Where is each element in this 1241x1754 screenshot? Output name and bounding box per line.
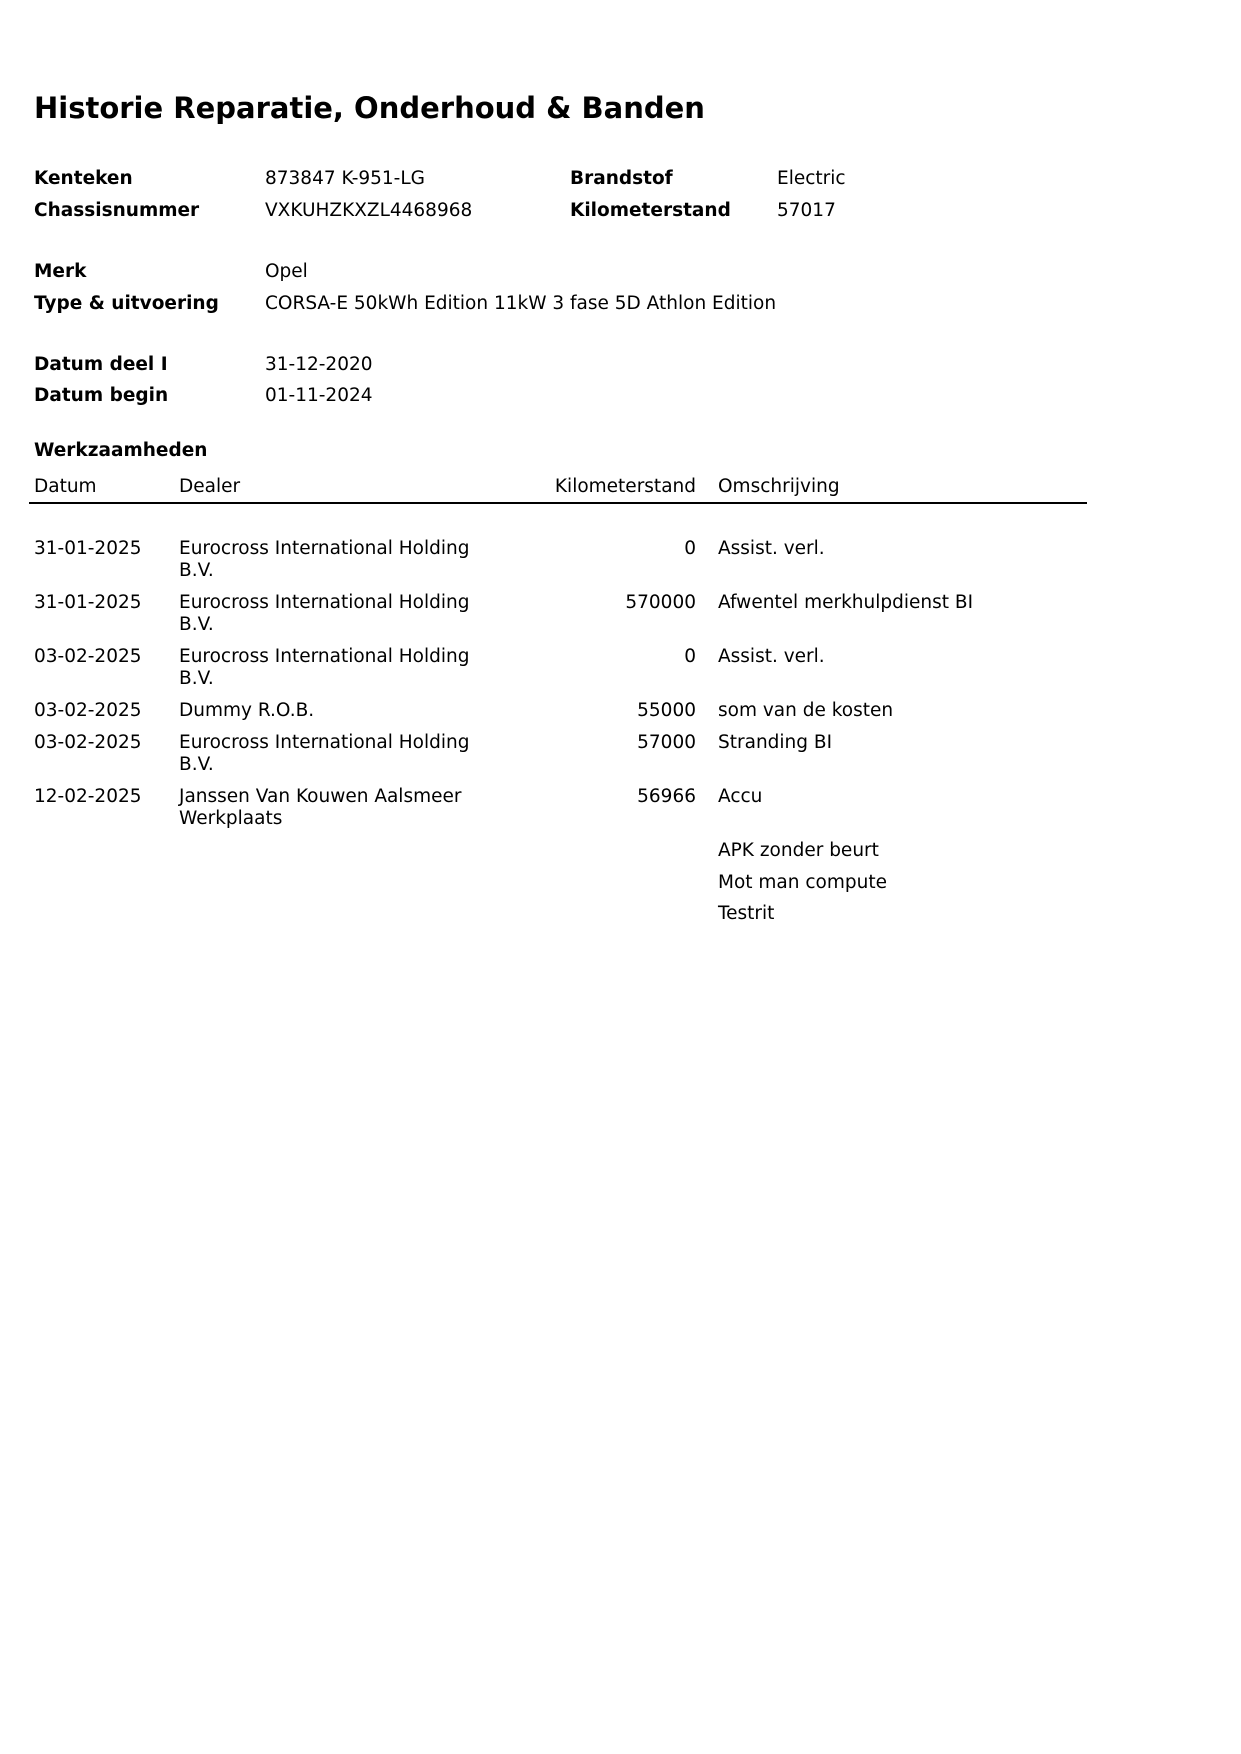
row-date: 03-02-2025 xyxy=(34,732,142,753)
row-km: 57000 xyxy=(637,732,696,753)
table-row xyxy=(29,806,1087,861)
merk-value: Opel xyxy=(265,261,308,282)
row-desc: Accu xyxy=(718,786,763,807)
row-desc: Stranding BI xyxy=(718,732,833,753)
type-label: Type & uitvoering xyxy=(34,293,219,314)
row-date: 31-01-2025 xyxy=(34,592,142,613)
table-header xyxy=(29,474,1087,504)
row-dealer: Eurocross International Holding B.V. xyxy=(179,538,470,581)
table-row xyxy=(29,504,1087,581)
row-km: 0 xyxy=(684,646,696,667)
table-row xyxy=(29,612,1087,689)
kenteken-label: Kenteken xyxy=(34,168,133,189)
header-kilometerstand: Kilometerstand xyxy=(554,476,696,497)
kilometerstand-value: 57017 xyxy=(777,200,836,221)
row-date: 03-02-2025 xyxy=(34,646,142,667)
row-dealer: Eurocross International Holding B.V. xyxy=(179,646,470,689)
row-desc: Afwentel merkhulpdienst BI xyxy=(718,592,974,613)
kilometerstand-label: Kilometerstand xyxy=(570,200,731,221)
table-row xyxy=(29,752,1087,829)
row-km: 55000 xyxy=(637,700,696,721)
row-desc: APK zonder beurt xyxy=(718,840,879,861)
table-row xyxy=(29,698,1087,775)
header-dealer: Dealer xyxy=(179,476,241,497)
header-datum: Datum xyxy=(34,476,97,497)
table-row xyxy=(29,838,1087,893)
row-date: 12-02-2025 xyxy=(34,786,142,807)
row-dealer: Janssen Van Kouwen Aalsmeer Werkplaats xyxy=(179,786,462,829)
row-desc: Assist. verl. xyxy=(718,538,825,559)
row-km: 56966 xyxy=(637,786,696,807)
work-table xyxy=(29,474,1087,924)
chassis-value: VXKUHZKXZL4468968 xyxy=(265,200,473,221)
row-date: 31-01-2025 xyxy=(34,538,142,559)
row-desc: Testrit xyxy=(718,903,775,924)
kenteken-value: 873847 K-951-LG xyxy=(265,168,425,189)
brandstof-value: Electric xyxy=(777,168,846,189)
row-date: 03-02-2025 xyxy=(34,700,142,721)
datum-begin-value: 01-11-2024 xyxy=(265,385,373,406)
row-desc: som van de kosten xyxy=(718,700,894,721)
row-dealer: Eurocross International Holding B.V. xyxy=(179,592,470,635)
page-title: Historie Reparatie, Onderhoud & Banden xyxy=(34,91,705,125)
chassis-label: Chassisnummer xyxy=(34,200,200,221)
header-omschrijving: Omschrijving xyxy=(718,476,840,497)
row-km: 570000 xyxy=(625,592,696,613)
row-km: 0 xyxy=(684,538,696,559)
merk-label: Merk xyxy=(34,261,87,282)
row-desc: Mot man compute xyxy=(718,872,887,893)
row-desc: Assist. verl. xyxy=(718,646,825,667)
datum-deel-value: 31-12-2020 xyxy=(265,354,373,375)
row-dealer: Eurocross International Holding B.V. xyxy=(179,732,470,775)
table-row xyxy=(29,558,1087,635)
datum-begin-label: Datum begin xyxy=(34,385,169,406)
table-row xyxy=(29,869,1087,924)
type-value: CORSA-E 50kWh Edition 11kW 3 fase 5D Athlon Edition xyxy=(265,293,777,314)
section-title-werkzaamheden: Werkzaamheden xyxy=(34,440,208,461)
table-row xyxy=(29,666,1087,721)
brandstof-label: Brandstof xyxy=(570,168,673,189)
row-dealer: Dummy R.O.B. xyxy=(179,700,315,721)
datum-deel-label: Datum deel I xyxy=(34,354,168,375)
